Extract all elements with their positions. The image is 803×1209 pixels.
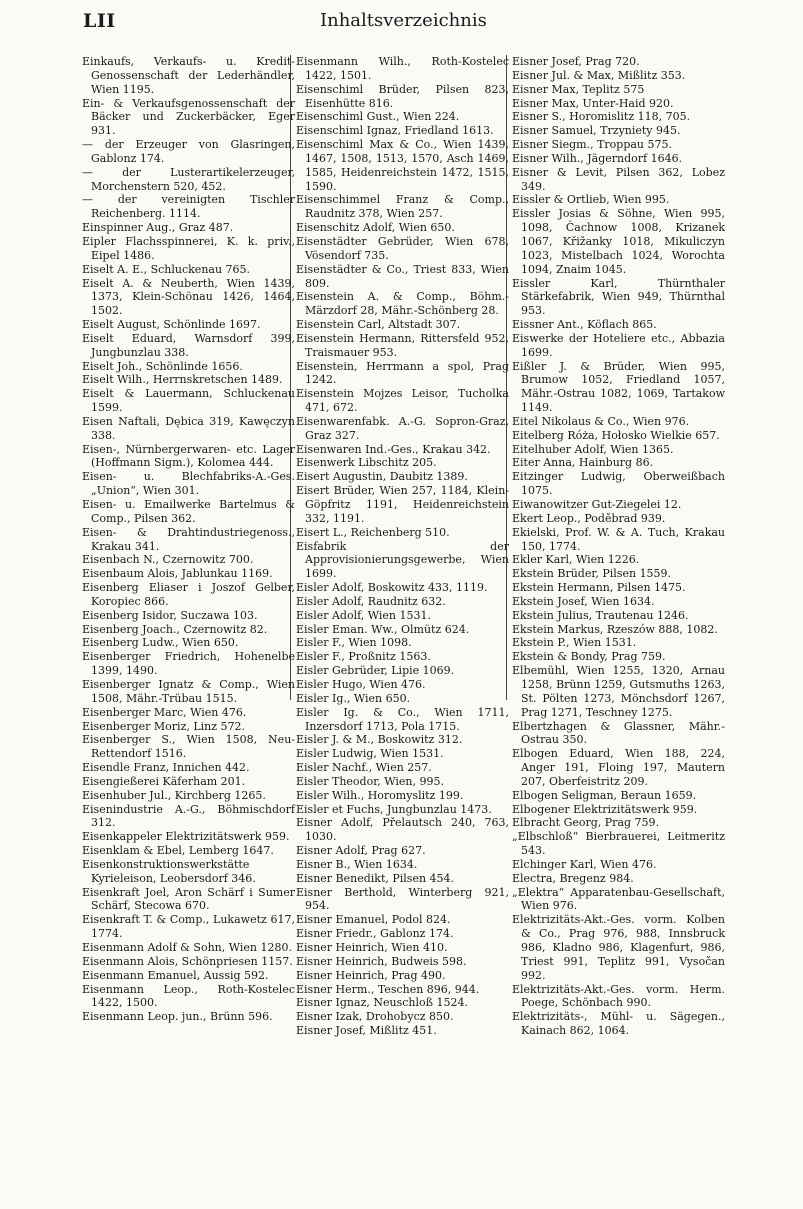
index-entry: Eisenberg Joach., Czernowitz 82. (82, 622, 268, 636)
index-entry: Eisenkappeler Elektrizitätswerk 959. (82, 830, 290, 844)
page-number: LII (83, 10, 116, 32)
index-entry: Eisler Adolf, Raudnitz 632. (296, 594, 446, 608)
index-entry: Eisen Naftali, Dębica 319, Kawęczyn 338. (82, 414, 295, 442)
index-entry: Eitelhuber Adolf, Wien 1365. (512, 442, 674, 456)
index-entry: Eiselt Joh., Schönlinde 1656. (82, 359, 243, 373)
index-entry: Eissler Karl, Thürnthaler Stärkefabrik, Wien 949, Thürnthal 953. (512, 276, 725, 318)
index-entry: Eisner Herm., Teschen 896, 944. (296, 982, 480, 996)
index-entry: Eisenberger S., Wien 1508, Neu-Rettendorf 1516. (82, 733, 295, 761)
index-entry: Elektrizitäts-, Mühl- u. Sägegen., Kainach 862, 1064. (512, 1010, 725, 1038)
index-entry: Einkaufs, Verkaufs- u. Kredit-Genossenschaft der Lederhändler, Wien 1195. (82, 55, 295, 96)
index-entry: Eisen- & Drahtindustriegenoss., Krakau 341. (82, 525, 295, 553)
index-entry: Elbogen Seligman, Beraun 1659. (512, 788, 697, 802)
index-entry: Eisenklam & Ebel, Lemberg 1647. (82, 844, 274, 858)
index-entry: Eisner Heinrich, Prag 490. (296, 968, 446, 982)
index-entry: Eitel Nikolaus & Co., Wien 976. (512, 414, 690, 428)
index-entry: Eisenhuber Jul., Kirchberg 1265. (82, 788, 266, 802)
index-entry: Eisenstein Carl, Altstadt 307. (296, 318, 461, 332)
index-entry: Elbogen Eduard, Wien 188, 224, Anger 191, Floing 197, Mautern 207, Oberfeistritz 209. (512, 747, 725, 788)
index-entry: Eisner Adolf, Přelautsch 240, 763, 1030. (296, 816, 509, 844)
index-entry: Eisen- u. Blechfabriks-A.-Ges. „Union“, Wien 301. (82, 470, 295, 498)
index-entry: Ekler Karl, Wien 1226. (512, 553, 640, 567)
index-entry: Ekstein Brüder, Pilsen 1559. (512, 567, 672, 581)
index-entry: Ekstein & Bondy, Prag 759. (512, 650, 666, 664)
index-entry: Eiselt & Lauermann, Schluckenau 1599. (82, 387, 295, 415)
index-entry: Elbracht Georg, Prag 759. (512, 816, 660, 830)
index-entry: Eisengießerei Käferham 201. (82, 774, 246, 788)
index-entry: Eisenwerk Libschitz 205. (296, 456, 437, 470)
index-entry: Eißler J. & Brüder, Wien 995, Brumow 1052, Friedland 1057, Mähr.-Ostrau 1082, 1069, Tartakow 1149. (512, 359, 725, 415)
index-entry: Eisenstein Mojzes Leisor, Tucholka 471, 672. (296, 387, 509, 415)
index-entry: Eisner Benedikt, Pilsen 454. (296, 871, 455, 885)
index-entry: Ekert Leop., Poděbrad 939. (512, 511, 666, 525)
index-entry: Eisler Ludwig, Wien 1531. (296, 747, 444, 761)
index-entry: Ekstein Josef, Wien 1634. (512, 594, 655, 608)
index-entry: Eisenschiml Gust., Wien 224. (296, 110, 460, 124)
index-entry: Eisler F., Wien 1098. (296, 636, 412, 650)
index-entry: Eisner Ignaz, Neuschloß 1524. (296, 996, 468, 1010)
index-entry: Eisenstein, Herrmann a spol, Prag 1242. (296, 359, 509, 387)
index-entry: Eisler Ig. & Co., Wien 1711, Inzersdorf 1713, Pola 1715. (296, 705, 509, 733)
index-entry: Eisner & Levit, Pilsen 362, Lobez 349. (512, 165, 725, 193)
index-entry: Elchinger Karl, Wien 476. (512, 857, 657, 871)
index-entry: Eisenstädter Gebrüder, Wien 678, Vösendorf 735. (296, 234, 509, 262)
index-entry: Eisenmann Emanuel, Aussig 592. (82, 968, 269, 982)
index-entry: Eisler et Fuchs, Jungbunzlau 1473. (296, 802, 492, 816)
index-entry: Eisner Josef, Mißlitz 451. (296, 1024, 437, 1038)
index-entry: Eisner Heinrich, Wien 410. (296, 941, 448, 954)
index-entry: Eisenkraft Joel, Aron Schärf i Sumer Schärf, Stecowa 670. (82, 885, 295, 913)
index-entry: Eisen- u. Emailwerke Bartelmus & Comp., Pilsen 362. (82, 498, 295, 525)
index-entry: Eissner Ant., Köflach 865. (512, 318, 657, 332)
index-entry: — der Lusterartikelerzeuger, Morchenstern 520, 452. (82, 165, 295, 193)
index-entry: Eisenkraft T. & Comp., Lukawetz 617, 1774. (82, 913, 295, 941)
index-entry: Eisenmann Alois, Schönpriesen 1157. (82, 954, 293, 968)
index-entry: Eisenberger Ignatz & Comp., Wien 1508, Mähr.-Trübau 1515. (82, 677, 295, 705)
index-entry: Eisner Jul. & Max, Mißlitz 353. (512, 68, 686, 82)
index-entry: Eisner B., Wien 1634. (296, 857, 418, 871)
index-entry: Eisler Ig., Wien 650. (296, 691, 411, 705)
index-entry: Eisler Eman. Ww., Olmütz 624. (296, 622, 470, 636)
index-entry: Eiselt A. E., Schluckenau 765. (82, 262, 251, 276)
index-entry: — der Erzeuger von Glasringen, Gablonz 174. (82, 138, 295, 165)
index-entry: Eisner Max, Unter-Haid 920. (512, 96, 674, 110)
index-entry: Eisenstein Hermann, Rittersfeld 952, Traismauer 953. (296, 331, 509, 359)
index-entry: Eisen-, Nürnbergerwaren- etc. Lager (Hoffmann Sigm.), Kolomea 444. (82, 442, 295, 470)
index-entry: Eisenberg Eliaser i Joszof Gelber, Koropiec 866. (82, 581, 295, 608)
index-entry: Eisert Augustin, Daubitz 1389. (296, 470, 468, 484)
index-entry: Eisler F., Proßnitz 1563. (296, 650, 431, 664)
index-entry: Eisenwarenfabk. A.-G. Sopron-Graz, Graz 327. (296, 414, 509, 442)
index-entry: Eisler Adolf, Wien 1531. (296, 608, 431, 622)
index-entry: Eisler Wilh., Horomyslitz 199. (296, 788, 464, 802)
index-column-2 (296, 55, 509, 1038)
index-entry: Eisenberger Marc, Wien 476. (82, 705, 247, 719)
index-entry: Eisenberg Ludw., Wien 650. (82, 636, 239, 650)
index-entry: Eisenschiml Ignaz, Friedland 1613. (296, 124, 494, 138)
index-entry: Eitzinger Ludwig, Oberweißbach 1075. (512, 470, 725, 498)
index-entry: Eiswerke der Hoteliere etc., Abbazia 1699. (512, 331, 725, 359)
index-entry: Eisner Josef, Prag 720. (512, 55, 640, 68)
index-entry: Eisenschitz Adolf, Wien 650. (296, 221, 455, 235)
index-entry: Eisenberg Isidor, Suczawa 103. (82, 608, 258, 622)
index-entry: Eisfabrik der Approvisionierungsgewerbe, Wien 1699. (296, 539, 509, 581)
index-entry: Eisner Friedr., Gablonz 174. (296, 927, 454, 941)
index-entry: Eisenbaum Alois, Jablunkau 1169. (82, 567, 273, 581)
index-entry: Ekstein Markus, Rzeszów 888, 1082. (512, 622, 718, 636)
index-entry: Elektrizitäts-Akt.-Ges. vorm. Kolben & Co., Prag 976, 988, Innsbruck 986, Kladno 986, Klagenfurt, 986, Triest 991, Teplitz 991, Vysočan 992. (512, 913, 725, 982)
index-entry: Eisenmann Wilh., Roth-Kostelec 1422, 1501. (296, 55, 509, 82)
index-entry: Eisler Adolf, Boskowitz 433, 1119. (296, 581, 488, 595)
index-entry: Eiselt Eduard, Warnsdorf 399, Jungbunzlau 338. (82, 331, 295, 359)
index-entry: — der vereinigten Tischler Reichenberg. 1114. (82, 193, 295, 221)
page-header (0, 8, 803, 38)
index-entry: Elektrizitäts-Akt.-Ges. vorm. Herm. Poege, Schönbach 990. (512, 982, 725, 1010)
index-entry: Eisler Theodor, Wien, 995. (296, 774, 444, 788)
index-entry: Ekstein Julius, Trautenau 1246. (512, 608, 689, 622)
index-entry: Eisler J. & M., Boskowitz 312. (296, 733, 463, 747)
index-entry: Eisner Izak, Drohobycz 850. (296, 1010, 454, 1024)
index-entry: Eisner Samuel, Trzyniety 945. (512, 124, 681, 138)
index-entry: Eipler Flachsspinnerei, K. k. priv., Eipel 1486. (82, 234, 295, 262)
index-entry: Eisner Emanuel, Podol 824. (296, 913, 451, 927)
index-entry: Eisenbach N., Czernowitz 700. (82, 553, 254, 567)
index-entry: Eiselt A. & Neuberth, Wien 1439, 1373, Klein-Schönau 1426, 1464, 1502. (82, 276, 295, 318)
index-entry: Eisenberger Moriz, Linz 572. (82, 719, 246, 733)
index-entry: Electra, Bregenz 984. (512, 871, 634, 885)
index-entry: Eiselt August, Schönlinde 1697. (82, 318, 261, 332)
index-entry: Eisner Wilh., Jägerndorf 1646. (512, 151, 683, 165)
index-entry: Ein- & Verkaufsgenossenschaft der Bäcker und Zuckerbäcker, Eger 931. (82, 96, 295, 138)
index-entry: Eisenschimmel Franz & Comp., Raudnitz 378, Wien 257. (296, 193, 509, 221)
index-entry: Eisenmann Leop. jun., Brünn 596. (82, 1010, 273, 1024)
index-entry: Elbertzhagen & Glassner, Mähr.-Ostrau 350. (512, 719, 725, 747)
index-entry: Eitelberg Róża, Hołosko Wielkie 657. (512, 428, 720, 442)
index-entry: Eiter Anna, Hainburg 86. (512, 456, 654, 470)
index-entry: Eisner Siegm., Troppau 575. (512, 138, 672, 152)
index-entry: Eisler Nachf., Wien 257. (296, 761, 432, 775)
index-entry: Ekstein P., Wien 1531. (512, 636, 637, 650)
page-title: Inhaltsverzeichnis (320, 10, 487, 31)
index-entry: Elbemühl, Wien 1255, 1320, Arnau 1258, Brünn 1259, Gutsmuths 1263, St. Pölten 1273, Mönchsdorf 1267, Prag 1271, Teschney 1275. (512, 664, 725, 719)
index-entry: Eisenstein A. & Comp., Böhm.-Märzdorf 28, Mähr.-Schönberg 28. (296, 290, 509, 318)
index-entry: „Elbschloß“ Bierbrauerei, Leitmeritz 543. (512, 830, 725, 858)
index-entry: Eisenindustrie A.-G., Böhmischdorf 312. (82, 802, 295, 830)
index-entry: Eisner Adolf, Prag 627. (296, 844, 426, 858)
index-entry: Eisendle Franz, Innichen 442. (82, 761, 250, 775)
index-entry: Eisert L., Reichenberg 510. (296, 525, 450, 539)
index-entry: Ekstein Hermann, Pilsen 1475. (512, 581, 686, 595)
index-entry: Eisner S., Horomislitz 118, 705. (512, 110, 691, 124)
index-entry: Eisenberger Friedrich, Hohenelbe 1399, 1490. (82, 650, 295, 678)
index-entry: Eissler & Ortlieb, Wien 995. (512, 193, 670, 207)
index-entry: Eisenstädter & Co., Triest 833, Wien 809. (296, 262, 509, 290)
index-entry: Eissler Josias & Söhne, Wien 995, 1098, Čachnow 1008, Krizanek 1067, Křižanky 1018, Mikuliczyn 1023, Mistelbach 1024, Worochta 1094, Znaim 1045. (512, 207, 725, 276)
index-entry: Einspinner Aug., Graz 487. (82, 221, 234, 235)
index-entry: Eisenschiml Max & Co., Wien 1439, 1467, 1508, 1513, 1570, Asch 1469, 1585, Heidenreichstein 1472, 1515, 1590. (296, 138, 509, 193)
index-entry: Eisenkonstruktionswerkstätte Kyrieleison, Leobersdorf 346. (82, 857, 256, 885)
index-entry: Eisler Hugo, Wien 476. (296, 677, 426, 691)
index-column-1 (82, 55, 295, 1024)
index-entry: Eiwanowitzer Gut-Ziegelei 12. (512, 498, 682, 511)
index-entry: Eisner Max, Teplitz 575 (512, 82, 645, 96)
index-entry: Eiselt Wilh., Herrnskretschen 1489. (82, 373, 283, 387)
index-entry: Elbogener Elektrizitätswerk 959. (512, 802, 698, 816)
index-entry: Eisler Gebrüder, Lipie 1069. (296, 664, 455, 678)
index-entry: Eisert Brüder, Wien 257, 1184, Klein-Göpfritz 1191, Heidenreichstein 332, 1191. (296, 484, 509, 525)
index-column-3 (512, 55, 725, 1038)
index-entry: Eisenmann Leop., Roth-Kostelec 1422, 1500. (82, 982, 295, 1010)
index-entry: Eisenmann Adolf & Sohn, Wien 1280. (82, 941, 292, 954)
index-entry: „Elektra“ Apparatenbau-Gesellschaft, Wien 976. (512, 885, 725, 913)
index-entry: Eisner Heinrich, Budweis 598. (296, 954, 467, 968)
index-entry: Ekielski, Prof. W. & A. Tuch, Krakau 150, 1774. (512, 525, 725, 553)
index-entry: Eisenschiml Brüder, Pilsen 823, Eisenhütte 816. (296, 82, 509, 110)
index-entry: Eisenwaren Ind.-Ges., Krakau 342. (296, 442, 491, 456)
index-entry: Eisner Berthold, Winterberg 921, 954. (296, 885, 509, 913)
